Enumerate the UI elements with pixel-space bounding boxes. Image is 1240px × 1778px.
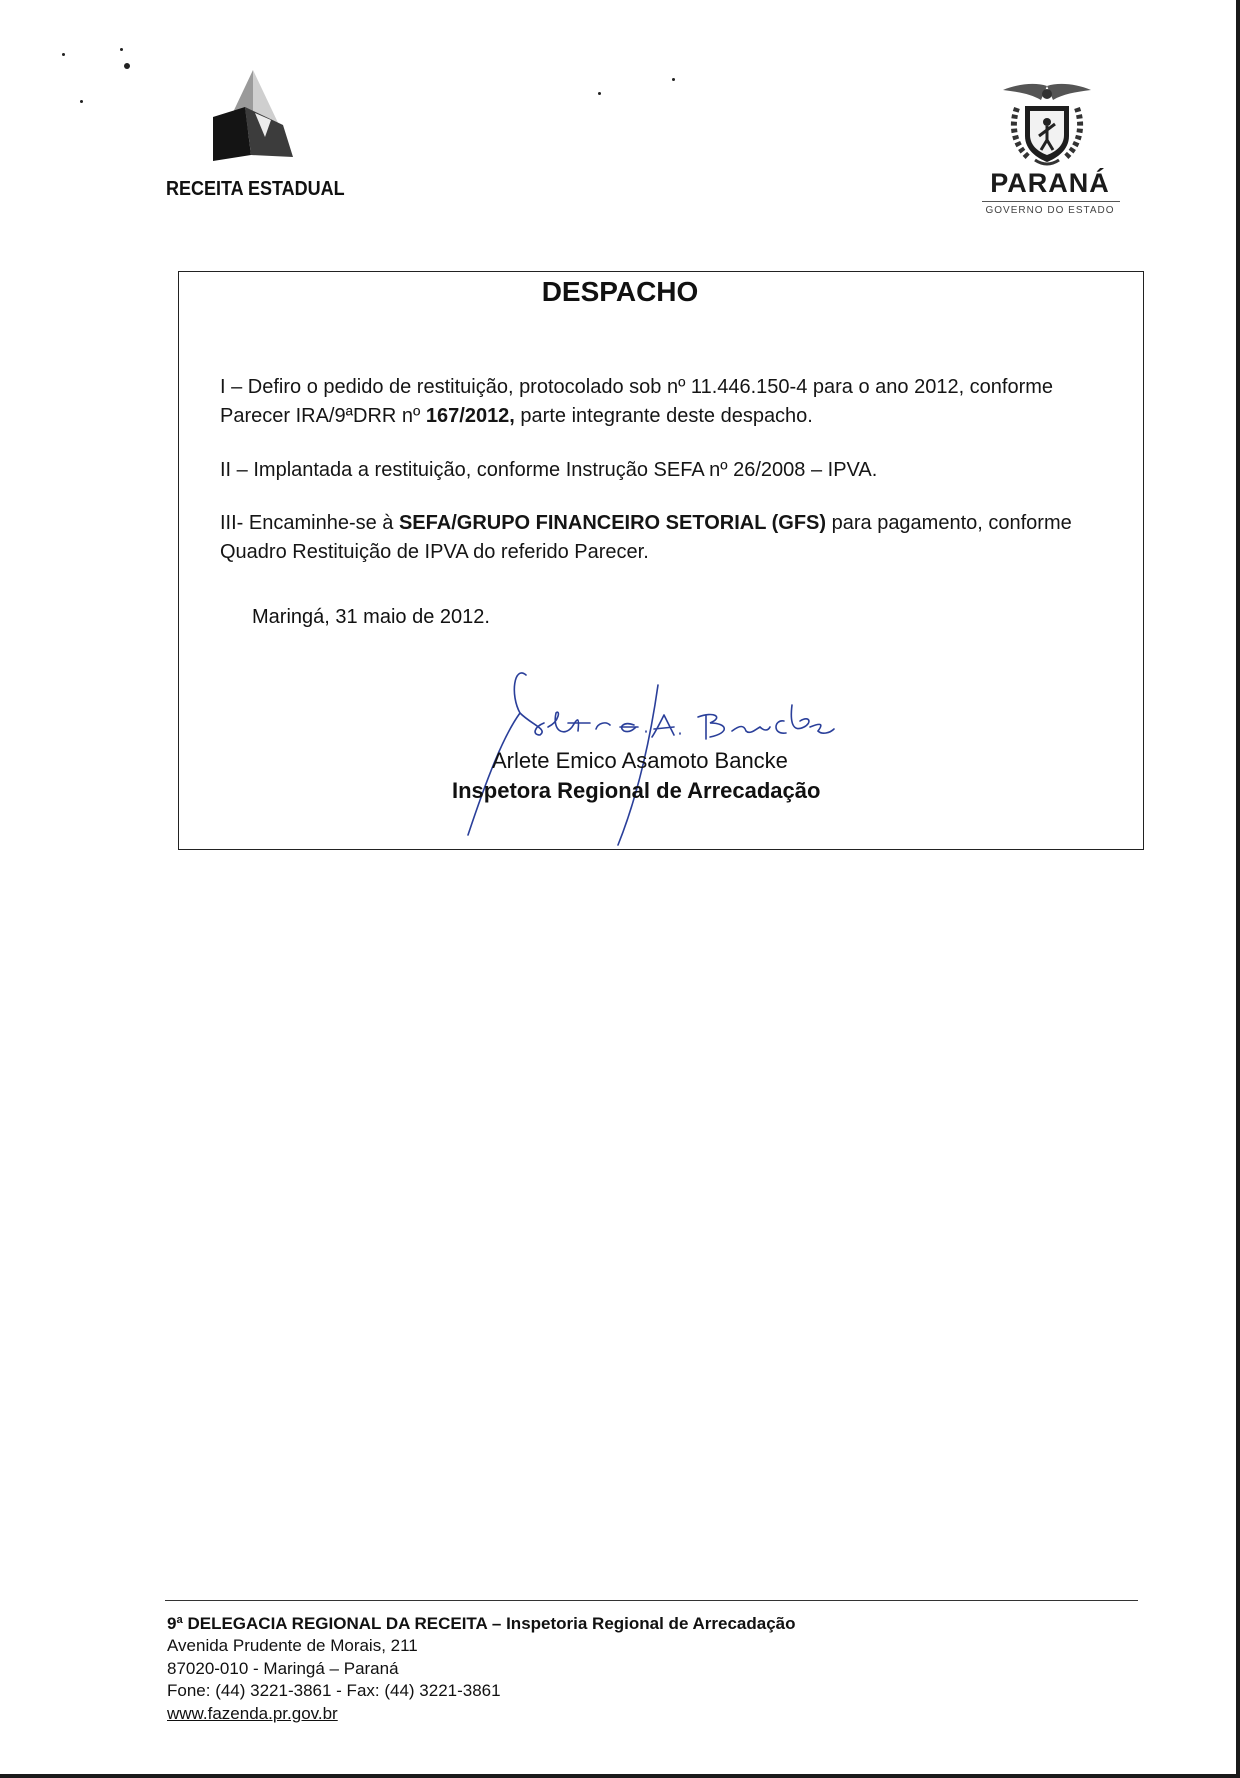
receita-estadual-logo [205,65,305,165]
despacho-title: DESPACHO [541,276,699,307]
item-3-destination: SEFA/GRUPO FINANCEIRO SETORIAL (GFS) [398,512,827,534]
item-1-parecer-number: 167/2012, [425,405,515,427]
despacho-item-2: II – Implantada a restituição, conforme Instrução SEFA nº 26/2008 – IPVA. [220,459,878,481]
scan-speck [62,53,65,56]
item-1-text: I – Defiro o pedido de restituição, protocolado sob nº 11.446.150-4 para o ano 2012, conforme Parecer IRA/9ªDRR nº [220,376,1054,427]
signer-role: Inspetora Regional de Arrecadação [452,778,821,803]
scan-speck [672,78,675,81]
scan-speck [598,92,601,95]
item-1-text-end: parte integrante deste despacho. [514,405,813,427]
footer-city: 87020-010 - Maringá – Paraná [167,1659,399,1678]
parana-coat-of-arms-icon [995,80,1099,168]
governo-do-estado-subtitle: GOVERNO DO ESTADO [985,205,1115,216]
footer-heading: 9ª DELEGACIA REGIONAL DA RECEITA – Inspetoria Regional de Arrecadação [167,1614,796,1633]
scan-speck [80,100,83,103]
despacho-item-3 [220,509,1120,567]
scan-speck [120,48,123,51]
item-3-text: III- Encaminhe-se à [220,512,399,534]
footer-website-link[interactable]: www.fazenda.pr.gov.br [167,1704,338,1723]
footer-phone: Fone: (44) 3221-3861 - Fax: (44) 3221-3861 [167,1681,501,1700]
signer-name: Arlete Emico Asamoto Bancke [492,748,788,773]
wordmark-divider [982,201,1120,202]
despacho-date: Maringá, 31 maio de 2012. [252,606,490,628]
item-3-text-end: para pagamento, conforme Quadro Restituição de IPVA do referido Parecer. [220,512,1072,563]
scan-speck [124,63,130,69]
receita-estadual-title: RECEITA ESTADUAL [166,178,345,200]
footer-address: Avenida Prudente de Morais, 211 [167,1636,418,1655]
despacho-item-1 [220,373,1120,431]
parana-wordmark: PARANÁ [990,168,1110,198]
footer-divider [165,1600,1138,1601]
